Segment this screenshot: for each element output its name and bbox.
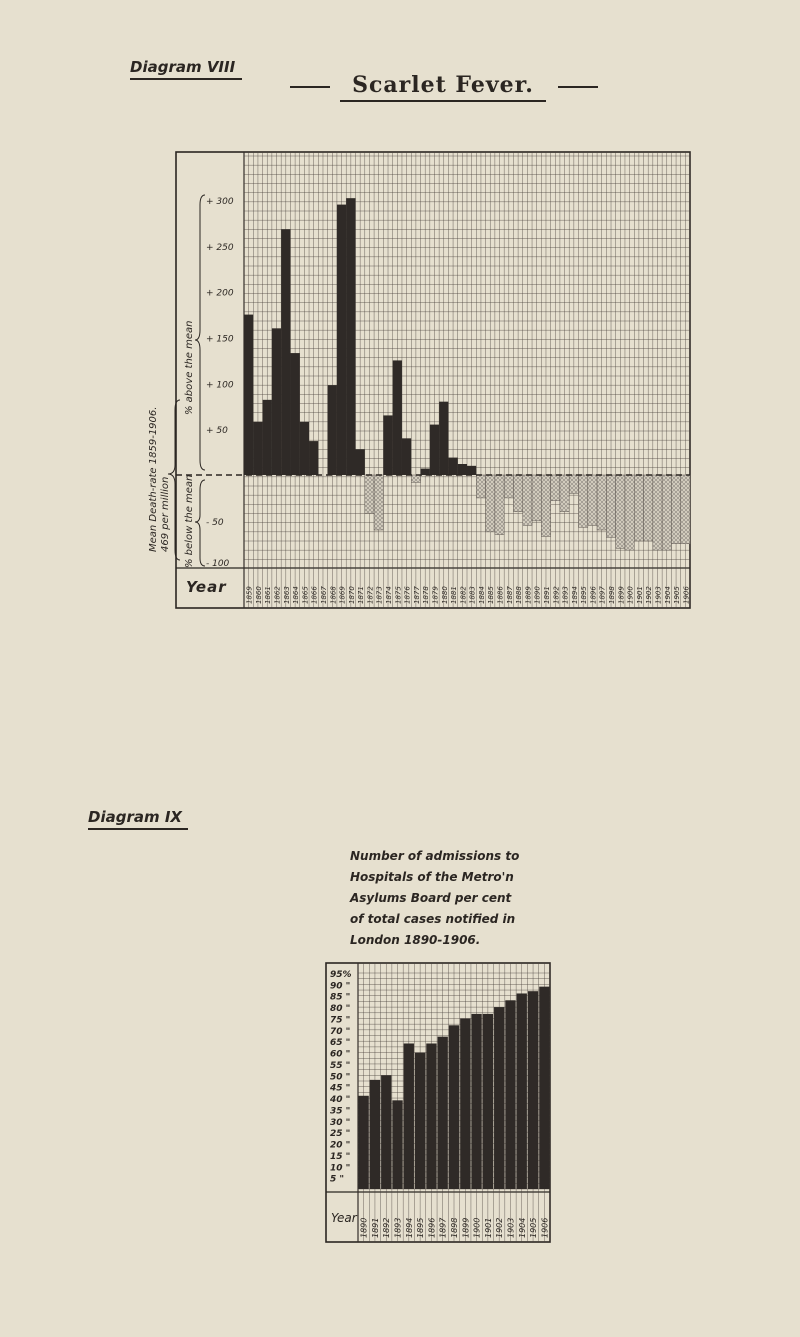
bar-above-mean xyxy=(272,328,281,475)
x-tick-label: 1897 xyxy=(598,586,607,604)
bar-above-mean xyxy=(300,422,309,475)
admissions-y-tick-label: 10 " xyxy=(330,1163,351,1174)
admission-bar xyxy=(415,1053,425,1189)
admissions-x-tick-label: 1903 xyxy=(506,1217,516,1238)
diagram-8-label: Diagram VIII xyxy=(130,58,242,80)
x-tick-label: 1903 xyxy=(654,586,663,604)
x-tick-label: 1904 xyxy=(663,586,672,604)
bar-above-mean xyxy=(290,353,299,475)
bar-below-mean xyxy=(662,475,671,550)
bar-above-mean xyxy=(263,400,272,475)
caption-line: London 1890-1906. xyxy=(350,933,481,947)
x-tick-label: 1905 xyxy=(673,586,682,604)
x-tick-label: 1860 xyxy=(254,586,263,604)
admission-bar xyxy=(392,1100,402,1189)
admission-bar xyxy=(483,1014,493,1189)
bar-below-mean xyxy=(671,475,680,544)
admissions-x-tick-label: 1900 xyxy=(472,1217,482,1238)
below-mean-label: % below the mean xyxy=(184,474,195,568)
x-tick-label: 1891 xyxy=(542,586,551,604)
admissions-x-tick-label: 1893 xyxy=(393,1217,403,1238)
x-tick-label: 1868 xyxy=(329,586,338,604)
admissions-x-tick-label: 1902 xyxy=(495,1217,505,1238)
x-tick-label: 1888 xyxy=(515,586,524,604)
admissions-x-tick-label: 1895 xyxy=(416,1217,426,1238)
admissions-y-tick-label: 35 " xyxy=(330,1106,351,1117)
bar-below-mean xyxy=(495,475,504,535)
x-tick-label: 1870 xyxy=(347,586,356,604)
admission-bar xyxy=(460,1018,470,1189)
bar-below-mean xyxy=(569,475,578,493)
caption-line: Hospitals of the Metro'n xyxy=(350,870,514,884)
x-tick-label: 1873 xyxy=(375,586,384,604)
x-tick-label: 1859 xyxy=(245,586,254,604)
y-tick-label: + 150 xyxy=(206,334,234,345)
x-tick-label: 1889 xyxy=(524,586,533,604)
admission-bar xyxy=(449,1025,459,1189)
x-tick-label: 1878 xyxy=(422,586,431,604)
bar-below-mean xyxy=(616,475,625,548)
x-tick-label: 1890 xyxy=(533,586,542,604)
x-tick-label: 1900 xyxy=(626,586,635,604)
admissions-y-tick-label: 95% xyxy=(330,970,352,980)
bar-below-mean xyxy=(513,475,522,512)
x-tick-label: 1864 xyxy=(292,586,301,604)
bar-below-mean xyxy=(625,475,634,550)
x-tick-label: 1882 xyxy=(459,586,468,604)
x-tick-label: 1896 xyxy=(589,586,598,604)
admission-bar xyxy=(494,1007,504,1189)
x-tick-label: 1879 xyxy=(431,586,440,604)
bar-below-mean xyxy=(644,475,653,541)
x-tick-label: 1877 xyxy=(412,586,421,604)
admissions-y-tick-label: 30 " xyxy=(330,1117,351,1128)
bar-above-mean xyxy=(421,469,430,475)
admission-bar xyxy=(505,1000,515,1189)
admissions-y-tick-label: 20 " xyxy=(330,1140,351,1151)
admission-bar xyxy=(471,1014,481,1189)
y-tick-label: + 300 xyxy=(206,197,234,207)
y-tick-label: + 50 xyxy=(206,426,228,437)
x-tick-label: 1880 xyxy=(440,586,449,604)
x-tick-label: 1875 xyxy=(394,586,403,604)
admission-bar xyxy=(370,1080,380,1189)
x-tick-label: 1901 xyxy=(635,586,644,604)
bar-above-mean xyxy=(244,315,253,475)
admissions-x-tick-label: 1898 xyxy=(450,1217,459,1238)
x-tick-label: 1886 xyxy=(496,586,505,604)
bar-below-mean xyxy=(588,475,597,525)
chart-title: Scarlet Fever. xyxy=(340,72,546,102)
admission-bar xyxy=(359,1096,369,1189)
x-tick-label: 1885 xyxy=(487,586,496,604)
bar-above-mean xyxy=(337,205,346,475)
x-tick-label: 1872 xyxy=(366,586,375,604)
bar-above-mean xyxy=(448,458,457,475)
bar-below-mean xyxy=(606,475,615,537)
bar-below-mean xyxy=(365,475,374,514)
admissions-y-tick-label: 5 " xyxy=(330,1174,345,1185)
admissions-x-tick-label: 1904 xyxy=(517,1217,527,1238)
admissions-x-tick-label: 1906 xyxy=(540,1217,550,1238)
admissions-y-tick-label: 65 " xyxy=(330,1038,351,1049)
bar-below-mean xyxy=(523,475,532,525)
admissions-y-tick-label: 55 " xyxy=(330,1060,351,1071)
x-tick-label: 1892 xyxy=(552,586,561,604)
caption-line: of total cases notified in xyxy=(350,912,516,926)
admissions-y-tick-label: 50 " xyxy=(330,1072,351,1083)
bar-above-mean xyxy=(328,385,337,475)
y-tick-label: - 50 xyxy=(206,517,224,528)
admission-bar xyxy=(426,1043,436,1189)
admissions-x-tick-label: 1892 xyxy=(382,1217,392,1238)
admissions-x-tick-label: 1894 xyxy=(404,1217,414,1238)
x-tick-label: 1893 xyxy=(561,586,570,604)
admissions-y-tick-label: 75 " xyxy=(330,1015,351,1026)
year-axis-label: Year xyxy=(186,578,227,596)
admission-bar xyxy=(517,993,527,1189)
above-mean-label: % above the mean xyxy=(184,320,195,415)
bar-below-mean xyxy=(653,475,662,550)
admissions-y-tick-label: 40 " xyxy=(330,1095,351,1106)
caption-line: Asylums Board per cent xyxy=(350,891,512,905)
bar-above-mean xyxy=(439,402,448,475)
x-tick-label: 1902 xyxy=(645,586,654,604)
bar-above-mean xyxy=(393,360,402,475)
admissions-y-tick-label: 60 " xyxy=(330,1049,351,1060)
x-tick-label: 1871 xyxy=(357,586,366,604)
admission-bar xyxy=(381,1075,391,1189)
bar-below-mean xyxy=(634,475,643,541)
above-brace xyxy=(195,195,205,470)
x-tick-label: 1867 xyxy=(319,586,328,604)
caption-line: Number of admissions to xyxy=(350,849,520,863)
bar-above-mean xyxy=(383,415,392,475)
admissions-y-tick-label: 80 " xyxy=(330,1004,351,1015)
bar-above-mean xyxy=(309,441,318,475)
admissions-y-tick-label: 15 " xyxy=(330,1151,351,1162)
x-tick-label: 1866 xyxy=(310,586,319,604)
admissions-year-label: Year xyxy=(331,1211,357,1225)
bar-below-mean xyxy=(681,475,690,544)
admissions-x-tick-label: 1890 xyxy=(359,1217,369,1238)
bar-below-mean xyxy=(560,475,569,512)
admissions-x-tick-label: 1899 xyxy=(461,1217,471,1238)
bar-below-mean xyxy=(579,475,588,527)
x-tick-label: 1869 xyxy=(338,586,347,604)
x-tick-label: 1861 xyxy=(264,586,273,604)
x-tick-label: 1863 xyxy=(282,586,291,604)
bar-below-mean xyxy=(374,475,383,530)
bar-above-mean xyxy=(458,464,467,475)
bar-above-mean xyxy=(402,438,411,475)
admissions-y-tick-label: 90 " xyxy=(330,981,351,992)
x-tick-label: 1887 xyxy=(505,586,514,604)
y-tick-label: + 250 xyxy=(206,242,234,253)
admissions-x-tick-label: 1897 xyxy=(438,1217,448,1238)
bar-below-mean xyxy=(597,475,606,530)
bar-below-mean xyxy=(532,475,541,521)
mean-value-label: 469 per million xyxy=(160,476,171,552)
x-tick-label: 1894 xyxy=(570,586,579,604)
below-brace xyxy=(195,480,205,566)
admission-bar xyxy=(528,991,538,1189)
admissions-x-tick-label: 1901 xyxy=(483,1217,493,1238)
admissions-y-tick-label: 25 " xyxy=(330,1129,351,1140)
x-tick-label: 1865 xyxy=(301,586,310,604)
admission-bar xyxy=(404,1043,414,1189)
admissions-x-tick-label: 1905 xyxy=(529,1217,539,1238)
admissions-y-tick-label: 85 " xyxy=(330,992,351,1003)
y-tick-label: - 100 xyxy=(206,559,230,569)
x-tick-label: 1874 xyxy=(385,586,394,604)
x-tick-label: 1881 xyxy=(450,586,459,604)
bar-above-mean xyxy=(346,198,355,475)
x-tick-label: 1883 xyxy=(468,586,477,604)
admissions-x-tick-label: 1896 xyxy=(427,1217,437,1238)
admissions-y-tick-label: 70 " xyxy=(330,1026,351,1037)
bar-above-mean xyxy=(467,466,476,475)
bar-below-mean xyxy=(411,475,420,482)
bar-above-mean xyxy=(356,449,365,475)
y-tick-label: + 200 xyxy=(206,288,234,299)
bar-above-mean xyxy=(253,422,262,475)
admissions-x-tick-label: 1891 xyxy=(370,1217,380,1238)
bar-below-mean xyxy=(541,475,550,536)
bar-below-mean xyxy=(551,475,560,501)
bar-below-mean xyxy=(486,475,495,532)
bar-above-mean xyxy=(430,425,439,475)
x-tick-label: 1876 xyxy=(403,586,412,604)
admission-bar xyxy=(539,987,549,1189)
bar-above-mean xyxy=(281,229,290,475)
diagram-9-label: Diagram IX xyxy=(88,808,188,830)
admission-bar xyxy=(438,1037,448,1189)
x-tick-label: 1899 xyxy=(617,586,626,604)
x-tick-label: 1906 xyxy=(682,586,691,604)
x-tick-label: 1895 xyxy=(580,586,589,604)
mean-death-rate-label: Mean Death-rate 1859-1906. xyxy=(148,406,159,552)
y-tick-label: + 100 xyxy=(206,380,234,391)
diagram-9-caption xyxy=(350,846,570,951)
admissions-y-tick-label: 45 " xyxy=(330,1083,351,1094)
x-tick-label: 1898 xyxy=(608,586,617,604)
bar-below-mean xyxy=(504,475,513,498)
x-tick-label: 1884 xyxy=(477,586,486,604)
bar-below-mean xyxy=(476,475,485,498)
x-tick-label: 1862 xyxy=(273,586,282,604)
